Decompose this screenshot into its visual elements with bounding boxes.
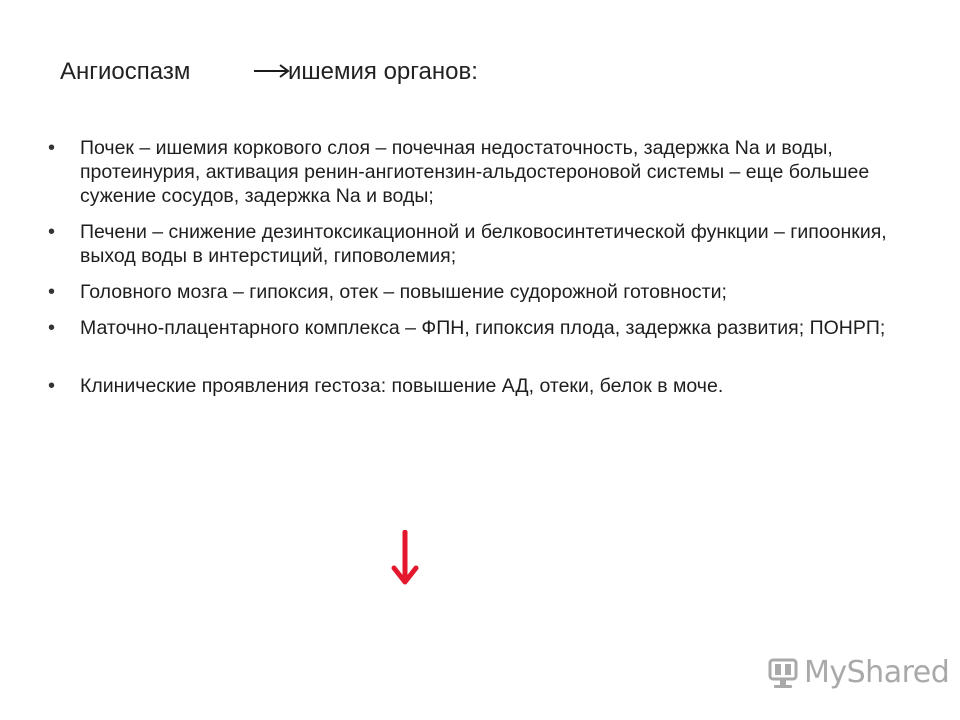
myshared-logo (766, 655, 949, 690)
bullet-placenta: • Маточно-плацентарного комплекса – ФПН, гипоксия плода, задержка развития; ПОНРП; (48, 316, 898, 340)
bullet-list (48, 136, 898, 410)
title-left: Ангиоспазм (60, 58, 191, 85)
bullet-clinical: • Клинические проявления гестоза: повышение АД, отеки, белок в моче. (48, 374, 898, 398)
logo-text: MyShared (804, 655, 950, 690)
bullet-brain: • Головного мозга – гипоксия, отек – повышение судорожной готовности; (48, 280, 898, 304)
bullet-liver: • Печени – снижение дезинтоксикационной и белковосинтетической функции – гипоонкия, выход воды в интерстиций, гиповолемия; (48, 220, 898, 268)
down-arrow-icon (389, 530, 421, 586)
bullet-kidneys: • Почек – ишемия коркового слоя – почечная недостаточность, задержка Na и воды, протеинурия, активация ренин-ангиотензин-альдостероновой системы – еще большее сужение сосудов, задержка Na и воды; (48, 136, 898, 208)
right-arrow-icon (253, 62, 293, 78)
title-right: ишемия органов: (288, 58, 478, 85)
monitor-logo-icon (766, 656, 800, 690)
